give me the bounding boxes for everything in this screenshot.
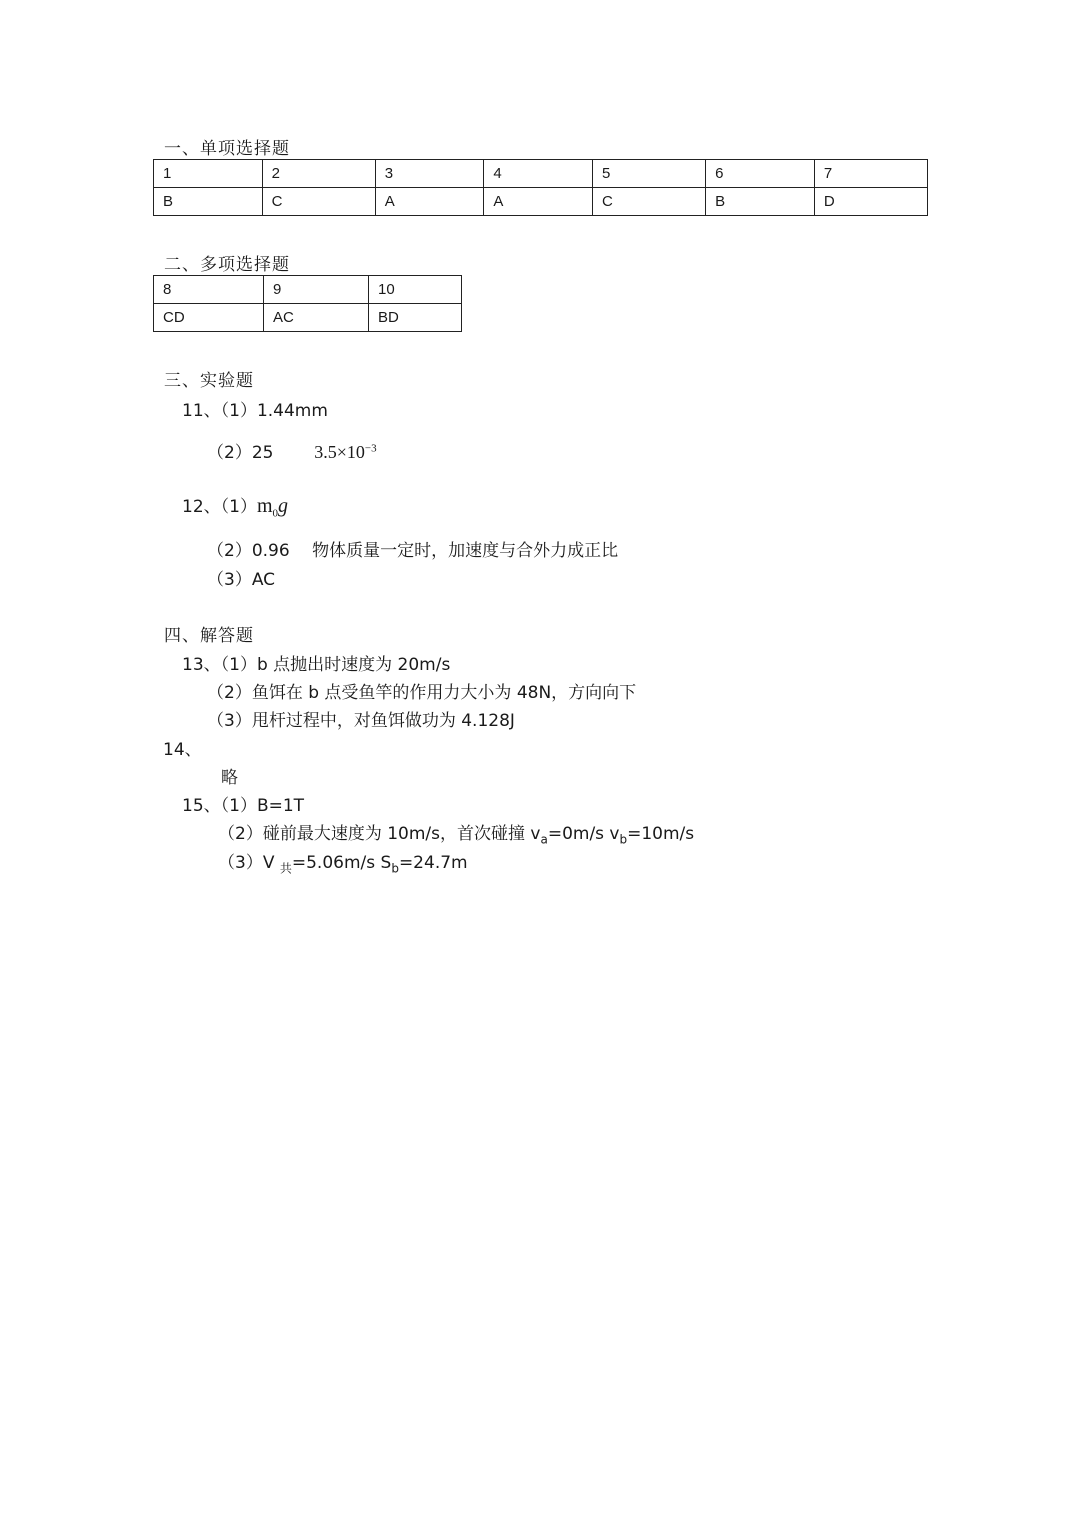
answer-q15-s-sub: b	[391, 861, 399, 876]
answer-q14: 略	[221, 768, 238, 788]
answer-q13-part3: （3）甩杆过程中，对鱼饵做功为 4.128J	[207, 711, 515, 731]
answer-q13-part2: （2）鱼饵在 b 点受鱼竿的作用力大小为 48N，方向向下	[207, 683, 637, 703]
single-choice-answer-table	[153, 159, 928, 216]
table-row	[154, 276, 462, 304]
answer-q15-vb-sub: b	[619, 832, 628, 847]
answer-q11-part2	[207, 438, 377, 463]
answer-cell: C	[593, 188, 706, 216]
answer-cell: A	[484, 188, 593, 216]
answer-cell: D	[814, 188, 927, 216]
answer-q15-v-sub: 共	[279, 861, 292, 876]
answer-q12-part3: （3）AC	[207, 570, 276, 590]
question-number-cell: 4	[484, 160, 593, 188]
answer-q12-part1-label: 12、（1）	[182, 497, 257, 517]
table-row	[154, 188, 928, 216]
answer-q11-part2-mantissa: 3.5×10	[314, 442, 365, 462]
answer-cell: B	[706, 188, 815, 216]
answer-q15-part1: 15、（1）B=1T	[182, 796, 305, 816]
answer-q15-part2-vb: =0m/s v	[547, 824, 620, 844]
question-number-cell: 9	[264, 276, 369, 304]
section-title-experiment: 三、实验题	[164, 371, 254, 391]
answer-q15-part3	[218, 848, 468, 876]
answer-q11-part1: 11、（1）1.44mm	[182, 401, 328, 421]
question-number-cell: 6	[706, 160, 815, 188]
section-title-single-choice: 一、单项选择题	[164, 139, 290, 159]
answer-cell: B	[154, 188, 263, 216]
answer-q15-part3-end: =24.7m	[398, 853, 468, 873]
answer-cell: CD	[154, 304, 264, 332]
answer-q12-part1-sub: 0	[272, 507, 279, 520]
question-number-cell: 8	[154, 276, 264, 304]
answer-q13-part1: 13、（1）b 点抛出时速度为 20m/s	[182, 655, 451, 675]
answer-q12-part1	[182, 492, 288, 519]
multiple-choice-answer-table	[153, 275, 462, 332]
question-number-cell: 7	[814, 160, 927, 188]
answer-q15-part3-s: =5.06m/s S	[291, 853, 392, 873]
answer-cell: AC	[264, 304, 369, 332]
section-title-multiple-choice: 二、多项选择题	[164, 255, 290, 275]
answer-cell: C	[262, 188, 375, 216]
answer-q11-part2-label: （2）25	[207, 443, 274, 463]
answer-q15-part2-text: （2）碰前最大速度为 10m/s，首次碰撞 v	[218, 824, 541, 844]
question-number-cell: 2	[262, 160, 375, 188]
answer-cell: BD	[369, 304, 462, 332]
table-row	[154, 160, 928, 188]
answer-q12-part1-g: g	[278, 495, 289, 517]
answer-cell: A	[375, 188, 484, 216]
answer-q15-part3-v: （3）V	[218, 853, 280, 873]
answer-q12-part1-m: m	[256, 495, 273, 517]
answer-q11-part2-exponent: −3	[364, 442, 377, 455]
answer-q14-label: 14、	[163, 740, 202, 760]
answer-q15-part2	[218, 819, 694, 846]
answer-q15-va-sub: a	[540, 832, 548, 847]
question-number-cell: 3	[375, 160, 484, 188]
question-number-cell: 1	[154, 160, 263, 188]
table-row	[154, 304, 462, 332]
answer-q15-part2-end: =10m/s	[627, 824, 695, 844]
answer-q12-part2: （2）0.96 物体质量一定时，加速度与合外力成正比	[207, 541, 619, 561]
section-title-solutions: 四、解答题	[164, 626, 254, 646]
question-number-cell: 5	[593, 160, 706, 188]
question-number-cell: 10	[369, 276, 462, 304]
